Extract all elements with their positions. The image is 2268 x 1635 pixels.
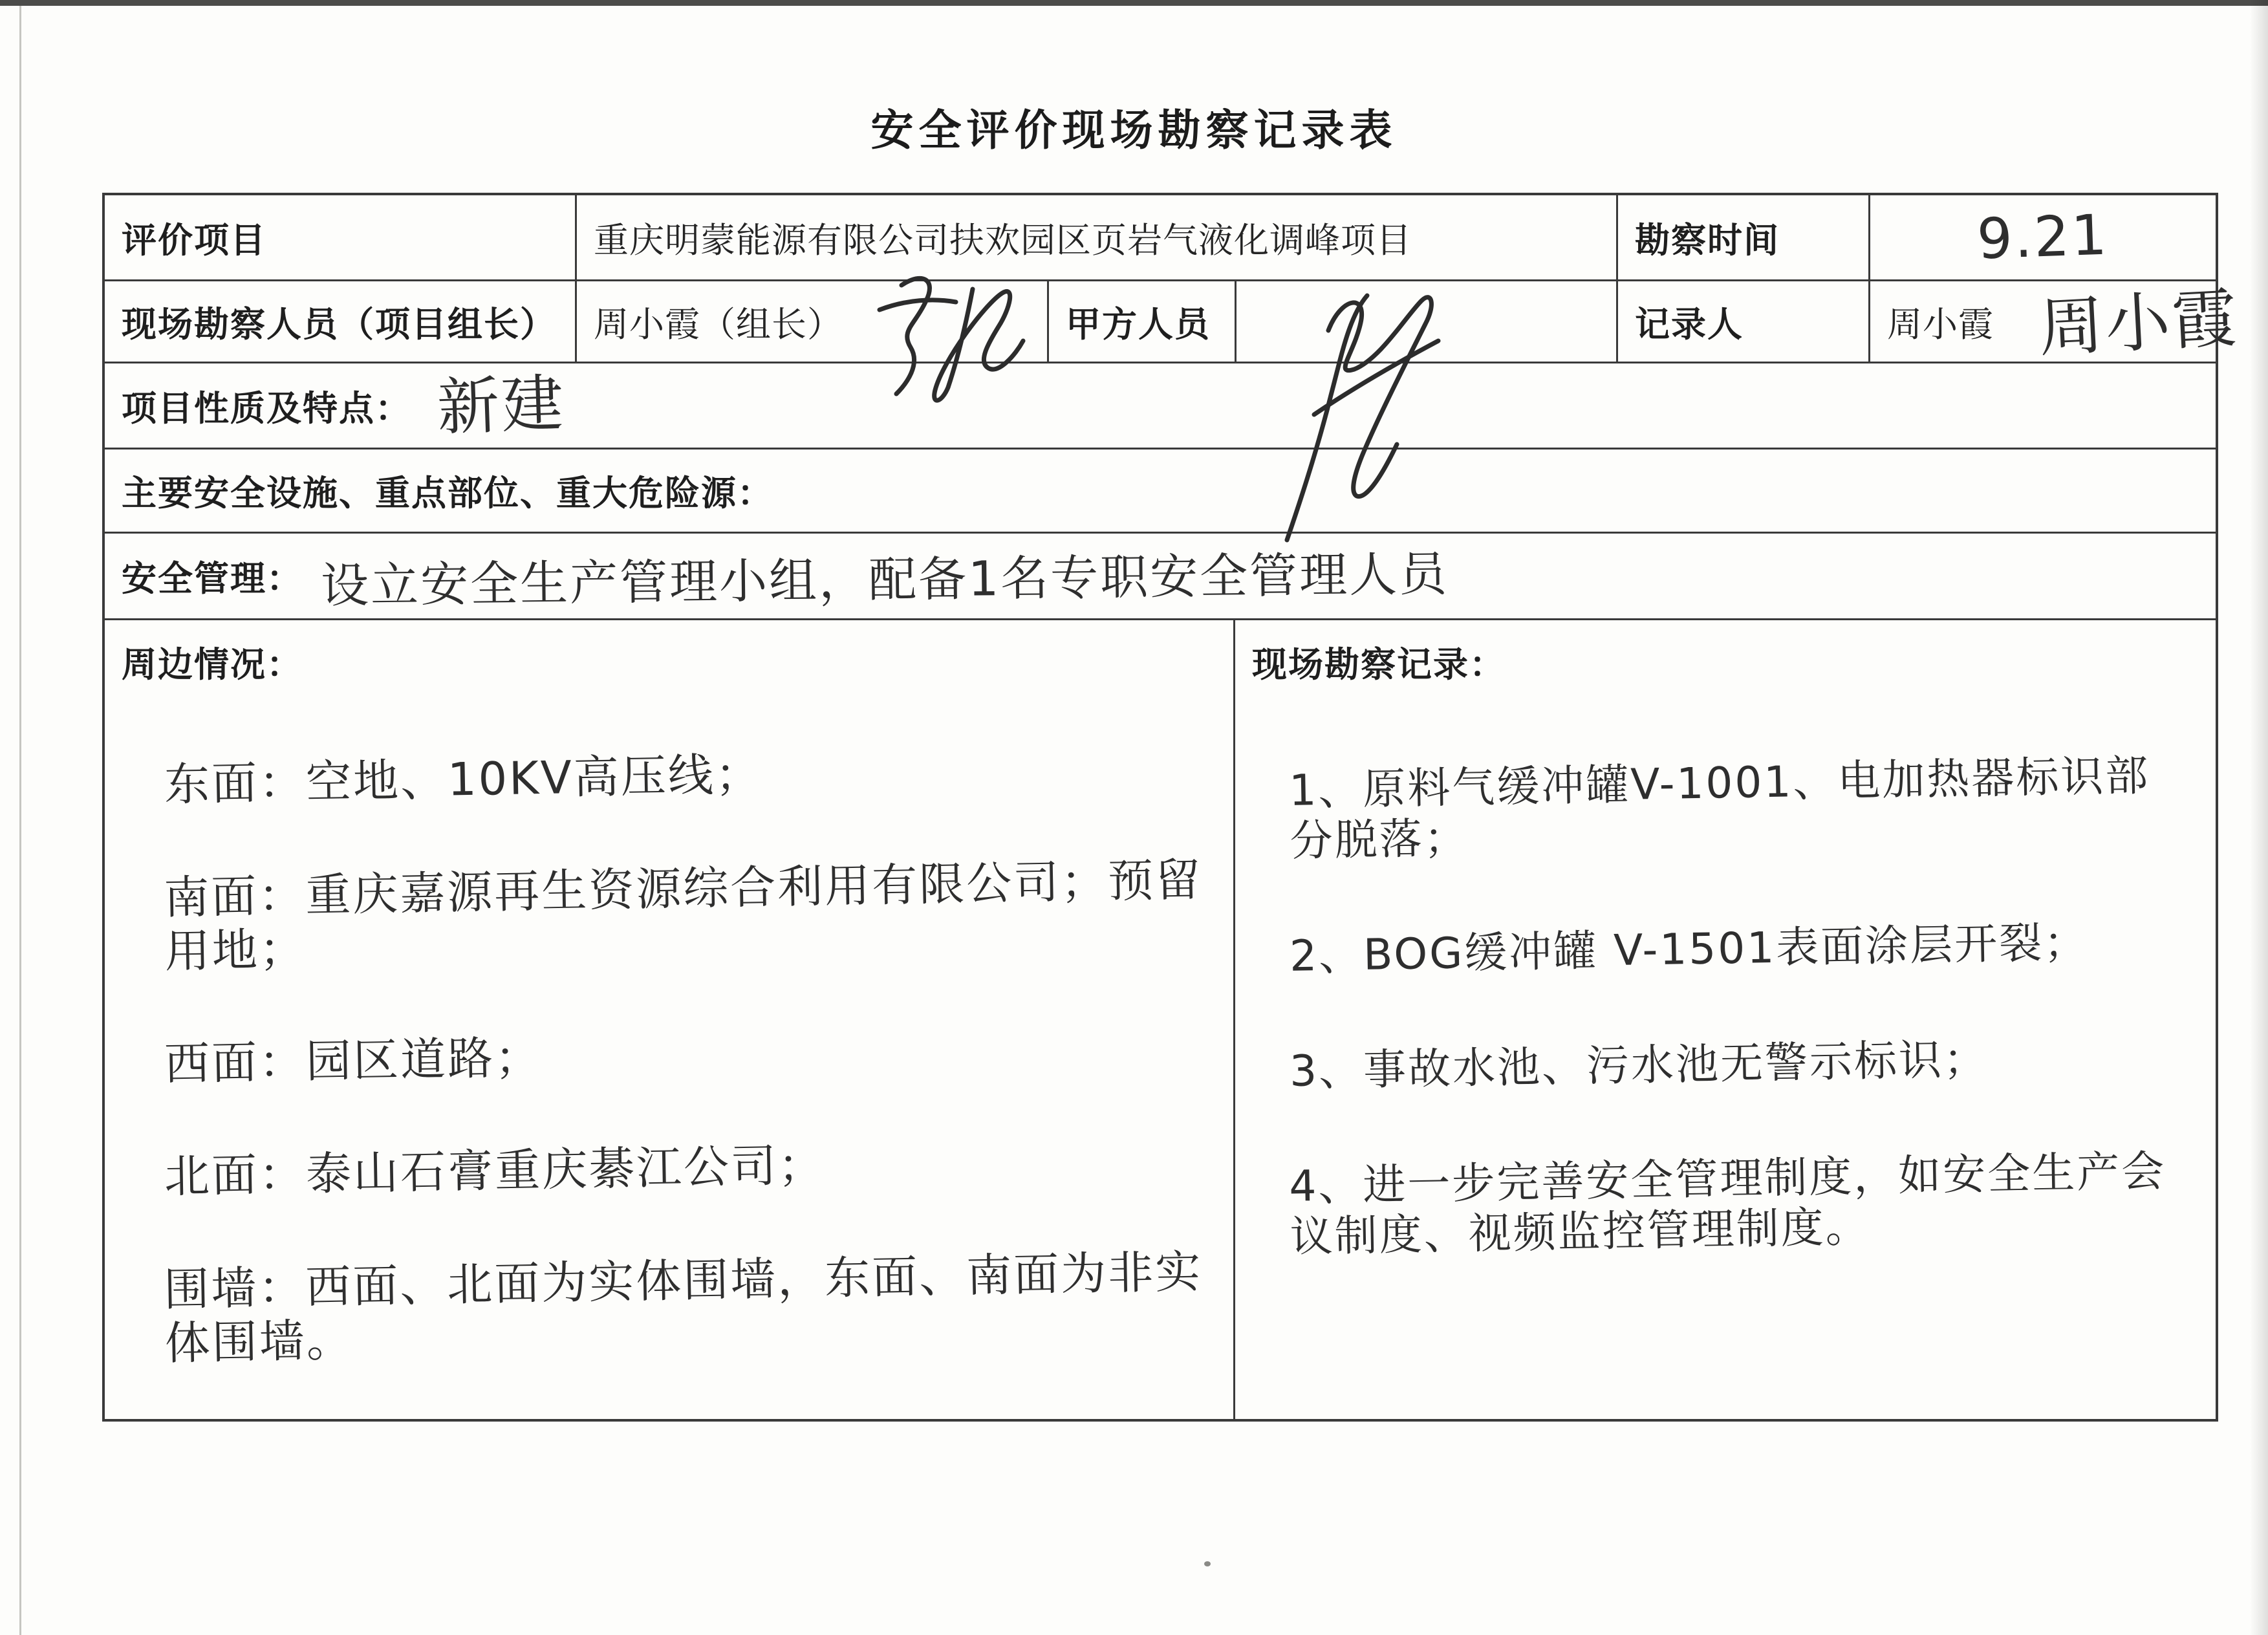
- cell-project-label: [105, 195, 577, 279]
- cell-party-a-signature: [1237, 281, 1618, 362]
- cell-surveyors-value: [577, 281, 1049, 362]
- recorder-signature: 周小霞: [2036, 279, 2241, 366]
- row-personnel: [105, 279, 2241, 366]
- scan-paper-right-shadow: [2250, 0, 2268, 1635]
- cell-project-nature: [105, 363, 2216, 448]
- safety-management-label: 安全管理：: [122, 559, 303, 598]
- project-nature-label: 项目性质及特点：: [122, 389, 411, 428]
- surroundings-item-wall: 围墙：西面、北面为实体围墙，东面、南面为非实体围墙。: [163, 1245, 1203, 1370]
- row-safety-management: [105, 534, 2216, 620]
- surroundings-item-north: 北面：泰山石膏重庆綦江公司；: [164, 1138, 826, 1204]
- time-label: 勘察时间: [1635, 221, 1780, 260]
- cell-surveyors-label: [105, 281, 577, 362]
- time-handwritten-value: 9.21: [1976, 202, 2110, 272]
- site-record-item-2: 2、BOG缓冲罐 V-1501表面涂层开裂；: [1289, 917, 2089, 981]
- site-record-item-3: 3、事故水池、污水池无警示标识；: [1289, 1034, 1989, 1096]
- surveyors-value: 周小霞（组长）: [594, 305, 843, 344]
- row-key-safety: [105, 449, 2216, 534]
- recorder-label: 记录人: [1635, 305, 1744, 344]
- surroundings-item-east: 东面：空地、10KV高压线；: [164, 748, 763, 812]
- survey-record-table: [102, 193, 2241, 1422]
- safety-management-handwritten: 设立安全生产管理小组，配备1名专职安全管理人员: [320, 546, 1449, 614]
- surroundings-item-south: 南面：重庆嘉源再生资源综合利用有限公司；预留用地；: [163, 852, 1203, 978]
- cell-time-value: [1870, 195, 2216, 279]
- cell-site-record: [1235, 620, 2216, 1419]
- row-project: [105, 195, 2216, 281]
- surveyors-label: 现场勘察人员（项目组长）: [122, 305, 556, 344]
- recorder-value: 周小霞: [1887, 305, 1994, 344]
- project-label: 评价项目: [122, 221, 266, 260]
- surroundings-item-west: 西面：园区道路；: [164, 1030, 543, 1090]
- cell-recorder-label: [1618, 281, 1870, 362]
- cell-party-a-label: [1049, 281, 1237, 362]
- cell-surroundings: [105, 620, 1235, 1419]
- site-record-item-4: 4、进一步完善安全管理制度，如安全生产会议制度、视频监控管理制度。: [1288, 1145, 2166, 1262]
- project-value: 重庆明蒙能源有限公司扶欢园区页岩气液化调峰项目: [594, 221, 1412, 260]
- cell-key-safety: [105, 449, 2216, 532]
- project-nature-handwritten: 新建: [436, 367, 567, 444]
- scan-top-edge: [0, 0, 2268, 6]
- cell-safety-management: [105, 534, 2216, 618]
- page-title: 安全评价现场勘察记录表: [870, 107, 1398, 155]
- surroundings-list: [122, 748, 1216, 1370]
- row-surroundings-and-record: [105, 620, 2216, 1419]
- row-project-nature: [105, 363, 2216, 449]
- site-record-label: 现场勘察记录：: [1252, 645, 1506, 684]
- site-record-item-1: 1、原料气缓冲罐V-1001、电加热器标识部分脱落；: [1288, 750, 2150, 866]
- surroundings-label: 周边情况：: [122, 645, 303, 684]
- site-record-list: [1252, 750, 2199, 1262]
- party-a-label: 甲方人员: [1066, 305, 1211, 344]
- cell-recorder-value: [1870, 279, 2241, 366]
- key-safety-label: 主要安全设施、重点部位、重大危险源：: [122, 474, 773, 513]
- scan-paper-left-edge: [19, 6, 21, 1635]
- cell-project-value: [577, 195, 1618, 279]
- scan-speck: [1204, 1561, 1211, 1566]
- cell-time-label: [1618, 195, 1870, 279]
